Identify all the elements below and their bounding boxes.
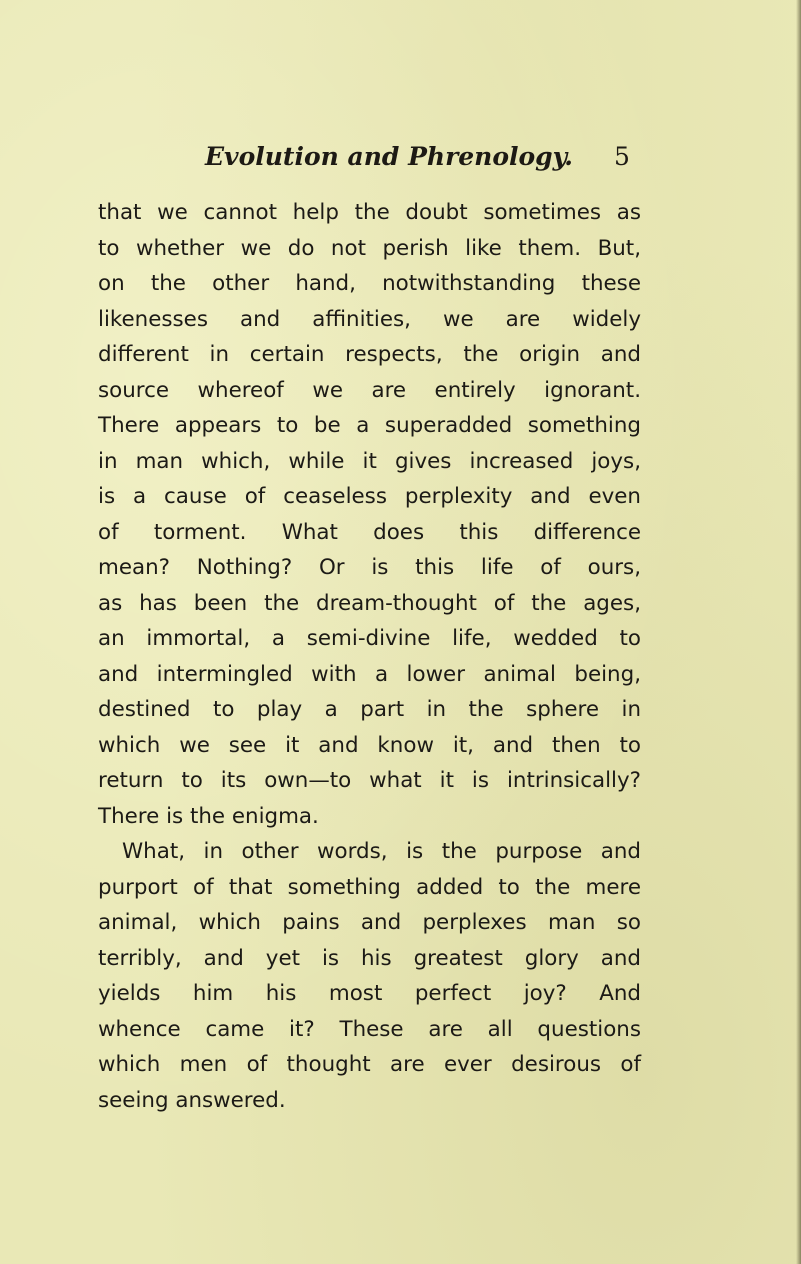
text-line: return to its own—to what it is intrinsically? (98, 768, 641, 793)
text-line: whence came it? These are all questions (98, 1016, 641, 1042)
text-line: which men of thought are ever desirous of (98, 1052, 641, 1077)
text-line: that we cannot help the doubt sometimes as (98, 200, 641, 225)
text-line: of torment. What does this difference (98, 519, 641, 545)
text-line: which we see it and know it, and then to (98, 732, 641, 758)
text-line: as has been the dream-thought of the ages, (98, 590, 641, 616)
text-line: What, in other words, is the purpose and (122, 839, 641, 864)
text-line: There appears to be a superadded something (98, 413, 641, 438)
text-line: animal, which pains and perplexes man so (98, 910, 641, 935)
text-line: to whether we do not perish like them. But, (98, 235, 641, 261)
text-line: source whereof we are entirely ignorant. (98, 377, 641, 403)
text-line: on the other hand, notwithstanding these (98, 271, 641, 296)
text-line: an immortal, a semi-divine life, wedded to (98, 626, 641, 651)
running-title: Evolution and Phrenology. (205, 142, 574, 171)
text-line: purport of that something added to the mere (98, 874, 641, 900)
text-line: destined to play a part in the sphere in (98, 697, 641, 722)
text-line: terribly, and yet is his greatest glory and (98, 945, 641, 971)
page-number: 5 (614, 142, 630, 171)
text-line: and intermingled with a lower animal being, (98, 661, 641, 687)
page-edge-shadow (796, 0, 801, 1264)
text-line: in man which, while it gives increased joys, (98, 448, 641, 474)
page-header (0, 142, 801, 182)
text-line: different in certain respects, the origin and (98, 342, 641, 367)
text-line: mean? Nothing? Or is this life of ours, (98, 555, 641, 580)
text-line: There is the enigma. (98, 803, 319, 829)
text-line: seeing answered. (98, 1087, 286, 1113)
text-line: yields him his most perfect joy? And (98, 981, 641, 1006)
text-line: is a cause of ceaseless perplexity and even (98, 484, 641, 509)
text-line: likenesses and affinities, we are widely (98, 306, 641, 332)
body-text (98, 195, 641, 1118)
